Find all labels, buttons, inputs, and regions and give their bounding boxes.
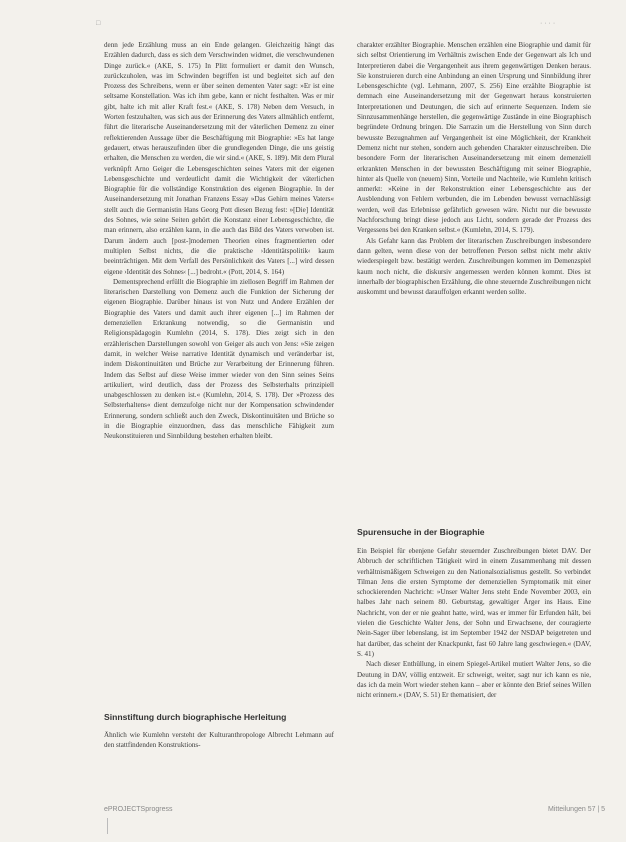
right-column <box>357 40 591 297</box>
left-paragraph-1: denn jede Erzählung muss an ein Ende gelangen. Gleichzeitig hängt das Erzählen dadurch, dass es sich dem Verschwinden widmet, die verschwundenen Dinge zurück.« (AKE, S. 175) In Plitt formuliert er damit den Wunsch, zurückzuholen, was im Schwinden begriffen ist und begleitet sich auf den Prozess des Schreibens, wenn er über seinen dementen Vater sagt: »Er ist eine seltsame Konstellation. Was ich ihm gebe, kann er nicht festhalten. Was er mir gibt, halte ich mit aller Kraft fest.« (AKE, S. 178) Neben dem Versuch, in Worten festzuhalten, was sich aus der Erinnerung des Vaters allmählich entfernt, führt die literarische Auseinandersetzung mit der väterlichen Demenz zu einer reflektierenden Aussage über die Beschäftigung mit Biographie: »Es hat lange gedauert, etwas herauszufinden über die grundlegenden Dinge, die uns geistig erhalten, die Menschen zu werden, die wir sind.« (AKE, S. 189). Mit dem Plural verknüpft Arno Geiger die Lebensgeschichten seines Vaters mit der eigenen Lebensgeschichte und verdeutlicht damit die Wichtigkeit der väterlichen Biographie für die vollständige Konstruktion des eigenen Biographie. In der Auseinandersetzung mit Jonathan Franzens Essay »Das Gehirn meines Vaters« stellt auch die Germanistin Hans Georg Pott diesen Bezug fest: »[Die] Identität des Sohnes, wie seine Seiten gehört die Konstanz einer Lebensgeschichte, die man erinnern, also erzählen kann, in die auch das Bild des Vaters verwoben ist. Darum ändern auch [post-]modernen Theorien eines fragmentierten oder multiplen Selbst nichts, die die praktische ›Identitätspolitik‹ kaum beeinträchtigen. Mit dem Verfall des Persönlichkeit des Vaters [...] wird dessen eigene ›Identität des Sohnes‹ [...] bedroht.« (Pott, 2014, S. 164) <box>104 41 334 276</box>
right-paragraph-1: charakter erzählter Biographie. Menschen erzählen eine Biographie und damit für sich selbst Orientierung im Verhältnis zwischen Ende der Gegenwart als Ich und Interpretieren dabei die Vergangenheit aus ihrem gegenwärtigen Denken heraus. Sie konstruieren durch eine Anbindung an einen Ursprung und Sinnbildung ihrer Lebensgeschichte (vgl. Lehmann, 2007, S. 256) Eine erzählte Biographie ist demnach eine Auseinandersetzung mit der Gegenwart heraus konstruierten Interpretationen und Deutungen, die sich auf erinnerte Sequenzen. Indem sie Sinnzusammenhänge herstellen, die gegenwärtige Zustände in eine Biographisch begründete Ordnung bringen. Die Sarrazin um die Herstellung von Sinn durch bewusste Bezugnahmen auf Vergangenheit ist eine Möglichkeit, der Krankheit Demenz nicht nur stehen, sondern auch gehenden Charakter einzuschreiben. Die besondere Form der literarischen Auseinandersetzung mit einem demenziell erkrankten Menschen in der bewussten Beschäftigung mit seiner Biographie, hinter als Quelle von (neuem) Sinn, Vorteile und Nachteile, wie Kumlehn kritisch anmerkt: »Keine in der Rekonstruktion einer Lebensgeschichte aus der Ausblendung von Fehlern verbunden, die im Lebenden bewusst vernachlässigt werden, weil das Erlebnisse gefährlich gewesen wäre. Nicht nur die bewusste Nachforschung bringt diese jedoch aus Licht, sondern gerade der Prozess des Vergessens bei den Kranken selbst.« (Kumlehn, 2014, S. 179). <box>357 41 591 235</box>
running-header-left: □ <box>96 20 101 27</box>
right-paragraph-3: Ein Beispiel für ebenjene Gefahr steuernder Zuschreibungen bietet DAV. Der Abbruch der schriftlichen Tätigkeit wird in einem Zusammenhang mit dessen verhältnismäßigem Schweigen zu den Nationalsozialismus gestellt. So verbindet Tilman Jens die ersten Symptome der demenziellen Symptomatik mit einer schockierenden Nachricht: »Unser Walter Jens steht Ende November 2003, ein halbes Jahr nach seinem 80. Geburtstag, gewaltiger Ärger ins Haus. Eine Nachricht, von der er nie geahnt hatte, wird, was er immer für Erfunden hält, bei vielen die Geschichte Walter Jens, der Sohn und Erwachsene, der couragierte Nein-Sager über lebenslang, ist im September 1942 der NSDAP beigetreten und hat darüber, das scheint der Knackpunkt, fast 60 Jahre lang geschwiegen.« (DAV, S. 41) <box>357 547 591 658</box>
left-column-continued <box>104 730 334 751</box>
section-heading-spurensuche: Spurensuche in der Biographie <box>357 527 485 537</box>
section-heading-sinnstiftung: Sinnstiftung durch biographische Herleitung <box>104 712 287 722</box>
right-paragraph-4: Nach dieser Enthüllung, in einem Spiegel-Artikel mutiert Walter Jens, so die Deutung in DAV, völlig entzweit. Er schweigt, weiter, sagt nur ich kann es nie, das ich da mein Wort wieder stehen kann – aber er könnte den Brief seines Willen nicht erinnern.« (DAV, S. 51) Er thematisiert, der <box>357 660 591 700</box>
right-column-continued <box>357 546 591 700</box>
left-paragraph-3: Ähnlich wie Kumlehn versteht der Kulturanthropologe Albrecht Lehmann auf den stattfindenden Konstruktions- <box>104 731 334 750</box>
running-header-right: · · · · <box>540 20 556 27</box>
left-paragraph-2: Dementsprechend erfüllt die Biographie im ziellosen Begriff im Rahmen der literarischen Darstellung von Demenz auch die Funktion der Sicherung der eigenen Biographie. Darüber hinaus ist von Nutz und Andere Erzählen der Biographie des Vaters und damit auch ihrer eigenen [...] im Rahmen der demenziellen Erkrankung notwendig, so die Germanistin und Religionspädagogin Kumlehn (2014, S. 178). Dies zeigt sich in den erzählerischen Darstellungen sowohl von Geiger als auch von Jens: »Sie zeigen damit, in welcher Weise narrative Identität dynamisch und veränderbar ist, indem Diskontinuitäten und Brüche zur Verarbeitung der Erinnerung führen. Indem das Selbst auf diese Weise immer wieder von den Sinn seines Seins artikuliert, wird deutlich, dass der Prozess des Selbsterhalts prinzipiell unabgeschlossen zu denken ist.« (Kumlehn, 2014, S. 178). Der »Prozess des Selbsterhaltens« dient demzufolge nicht nur der Kompensation schwindender Erinnerung, sondern schließt auch den Zweck, Diskontinuitäten und Brüche so in die Biographie einzuordnen, dass das menschliche Fähigkeit zum Neukonstituieren und Sinnbildung bestehen erhalten bleibt. <box>104 277 334 441</box>
left-column <box>104 40 334 442</box>
right-paragraph-2: Als Gefahr kann das Problem der literarischen Zuschreibungen insbesondere dann gelten, wenn diese von der betroffenen Person selbst nicht mehr aktiv wiederspiegelt bzw. bestätigt werden. Zuschreibungen kommen im Demenzspiel kaum noch nicht, die diskursiv angemessen werden können kommt. Dies ist innerhalb der biographischen Erzählung, die ohne steuernde Zuschreibungen nicht auskommt und bewusst darauffolgen erkannt werden sollte. <box>357 236 591 297</box>
footer-page-number: Mitteilungen 57 | 5 <box>548 806 606 813</box>
margin-mark <box>107 818 108 834</box>
footer-left: ePROJECTSprogress <box>104 806 173 813</box>
